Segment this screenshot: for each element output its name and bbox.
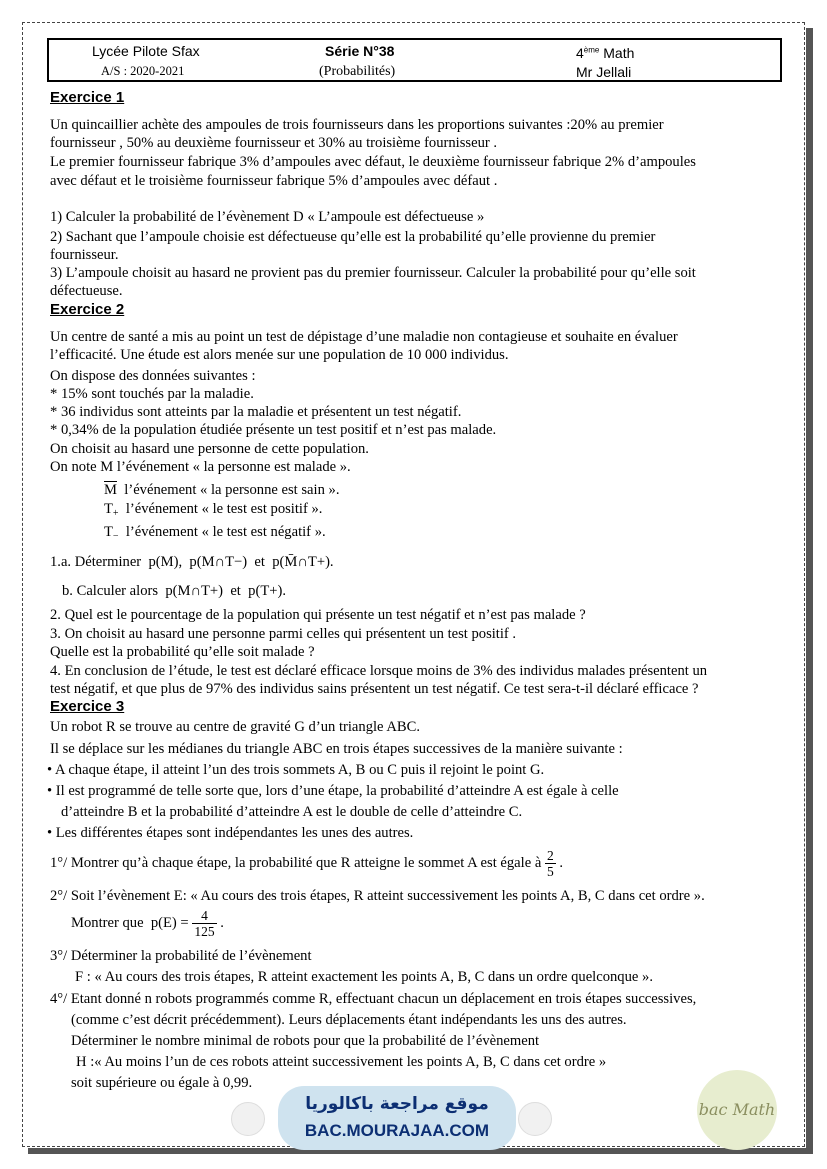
ex1-question: 1) Calculer la probabilité de l’évènement D « L’ampoule est défectueuse » (50, 209, 485, 225)
ex2-question: test négatif, et que plus de 97% des individus sains présentent un test négatif. Ce test sera-t-il déclaré efficace ? (50, 681, 699, 697)
bac-math-stamp: bac Math (697, 1070, 777, 1150)
ex1-line: Un quincaillier achète des ampoules de trois fournisseurs dans les proportions suivantes :20% au premier (50, 117, 664, 133)
ex3-event-h: H :« Au moins l’un de ces robots atteint successivement les points A, B, C dans cet ordre » (76, 1054, 607, 1070)
ex3-question-4: Déterminer le nombre minimal de robots pour que la probabilité de l’évènement (71, 1033, 540, 1049)
ex1-line: Le premier fournisseur fabrique 3% d’ampoules avec défaut, le deuxième fournisseur fabrique 2% d’ampoules (50, 154, 696, 170)
teacher-name: Mr Jellali (576, 64, 632, 80)
event-t-plus: $T_+$ l’événement « le test est positif ». (104, 501, 323, 519)
ex1-line: fournisseur , 50% au deuxième fournisseur et 30% au troisième fournisseur . (50, 135, 498, 151)
exercise-2-title: Exercice 2 (50, 301, 125, 318)
ex2-question-1a: 1.a. Déterminer p(M), p(M∩T−) et p(M̄∩T+). (50, 554, 334, 570)
site-emblem-right (518, 1102, 552, 1136)
ex3-question-1: 1°/ Montrer qu’à chaque étape, la probabilité que R atteigne le sommet A est égale à $\frac{2}{5}$ . (50, 848, 564, 879)
ex3-line: Un robot R se trouve au centre de gravité G d’un triangle ABC. (50, 719, 421, 735)
ex2-line: On choisit au hasard une personne de cette population. (50, 441, 369, 457)
ex2-question: Quelle est la probabilité qu’elle soit malade ? (50, 644, 315, 660)
ex3-event-f: F : « Au cours des trois étapes, R atteint exactement les points A, B, C dans un ordre quelconque ». (75, 969, 653, 985)
ex2-line: * 36 individus sont atteints par la maladie et présentent un test négatif. (50, 404, 462, 420)
event-t-minus: $T_-$ l’événement « le test est négatif ». (104, 524, 326, 542)
exercise-3-title: Exercice 3 (50, 698, 125, 715)
ex1-question: 2) Sachant que l’ampoule choisie est défectueuse qu’elle est la probabilité qu’elle provienne du premier (50, 229, 656, 245)
ex2-line: l’efficacité. Une étude est alors menée sur une population de 10 000 individus. (50, 347, 509, 363)
event-m-bar: $\overline{M}$ l’événement « la personne est sain ». (104, 482, 340, 498)
ex2-question: 4. En conclusion de l’étude, le test est déclaré efficace lorsque moins de 3% des individus malades présentent un (50, 663, 708, 679)
ex2-line: * 0,34% de la population étudiée présente un test positif et n’est pas malade. (50, 422, 497, 438)
website-banner[interactable] (278, 1086, 516, 1150)
ex2-line: On note M l’événement « la personne est malade ». (50, 459, 351, 475)
ex1-question: défectueuse. (50, 283, 123, 299)
ex1-line: avec défaut et le troisième fournisseur fabrique 5% d’ampoules avec défaut . (50, 173, 498, 189)
ex3-question-2-show: Montrer que p(E) = $\frac{4}{125}$ . (71, 908, 224, 939)
series-number: Série N°38 (325, 43, 395, 59)
ex3-question-3: 3°/ Déterminer la probabilité de l’évènement (50, 948, 312, 964)
series-subject: (Probabilités) (319, 64, 396, 79)
ex2-line: Un centre de santé a mis au point un test de dépistage d’une maladie non contagieuse et souhaite en évaluer (50, 329, 678, 345)
ex2-question-1b: b. Calculer alors p(M∩T+) et p(T+). (62, 583, 286, 599)
ex2-line: On dispose des données suivantes : (50, 368, 256, 384)
ex2-line: * 15% sont touchés par la maladie. (50, 386, 254, 402)
website-arabic-name: موقع مراجعة باكالوريا (305, 1094, 489, 1114)
ex3-bullet: • A chaque étape, il atteint l’un des trois sommets A, B ou C puis il rejoint le point G. (47, 762, 545, 778)
ex3-bullet: • Il est programmé de telle sorte que, lors d’une étape, la probabilité d’atteindre A est égale à celle (47, 783, 619, 799)
ex3-question-2: 2°/ Soit l’évènement E: « Au cours des trois étapes, R atteint successivement les points A, B, C dans cet ordre ». (50, 888, 705, 904)
ex2-question: 2. Quel est le pourcentage de la population qui présente un test négatif et n’est pas malade ? (50, 607, 586, 623)
website-url[interactable]: BAC.MOURAJAA.COM (304, 1121, 490, 1140)
school-year: A/S : 2020-2021 (101, 64, 185, 78)
document-header (47, 38, 782, 82)
ex3-bullet: • Les différentes étapes sont indépendantes les unes des autres. (47, 825, 414, 841)
class-level: 4ème Math (576, 45, 635, 61)
ex3-question-4: 4°/ Etant donné n robots programmés comme R, effectuant chacun un déplacement en trois étapes successives, (50, 991, 697, 1007)
fraction-two-fifths: $\frac{2}{5}$ (546, 848, 554, 879)
ex2-question: 3. On choisit au hasard une personne parmi celles qui présentent un test positif . (50, 626, 517, 642)
page-shadow-right (806, 28, 813, 1153)
ex3-question-4: (comme c’est décrit précédemment). Leurs déplacements étant indépendants les uns des autres. (71, 1012, 627, 1028)
exercise-1-title: Exercice 1 (50, 89, 125, 106)
site-emblem-left (231, 1102, 265, 1136)
ex1-question: 3) L’ampoule choisit au hasard ne provient pas du premier fournisseur. Calculer la probabilité pour qu’elle soit (50, 265, 696, 281)
fraction-four-over-125: $\frac{4}{125}$ (194, 908, 215, 939)
ex1-question: fournisseur. (50, 247, 119, 263)
ex3-bullet-continued: d’atteindre B et la probabilité d’atteindre A est le double de celle d’atteindre C. (50, 804, 523, 820)
ex3-line: Il se déplace sur les médianes du triangle ABC en trois étapes successives de la manière suivante : (50, 741, 623, 757)
ex3-question-4: soit supérieure ou égale à 0,99. (71, 1075, 253, 1091)
school-name: Lycée Pilote Sfax (92, 43, 200, 59)
